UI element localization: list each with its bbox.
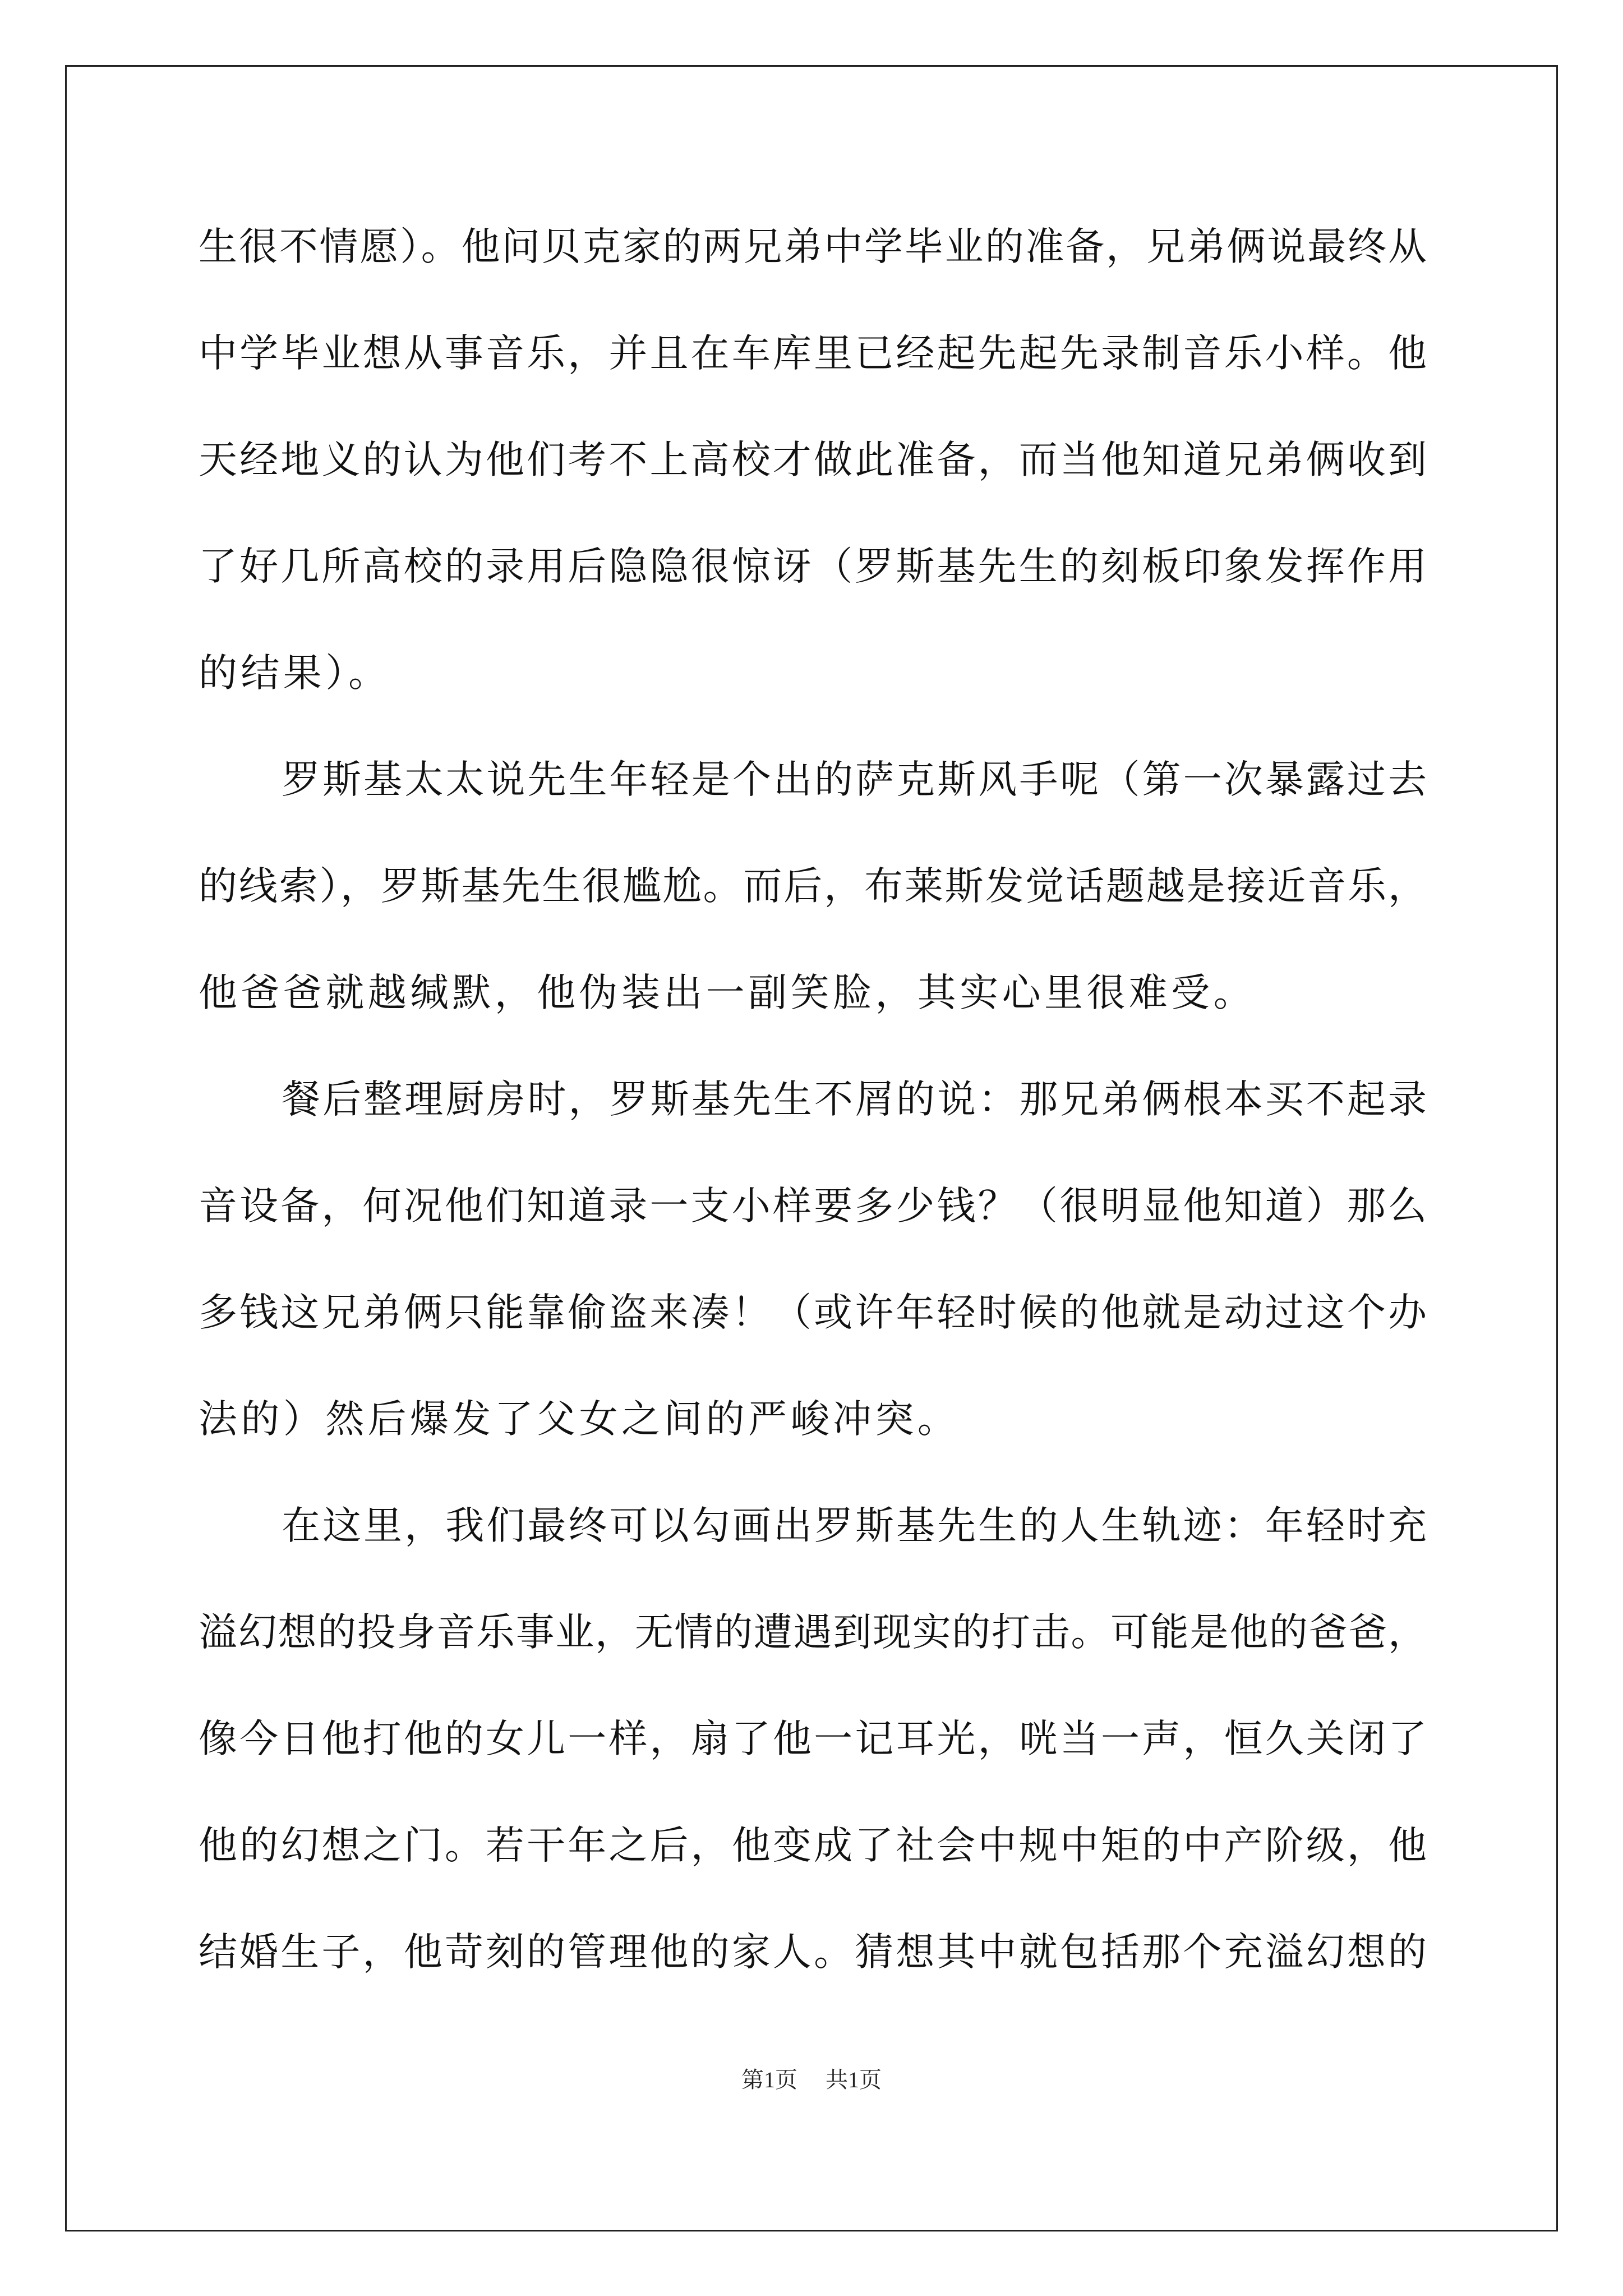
text-line: 多钱这兄弟俩只能靠偷盗来凑！（或许年轻时候的他就是动过这个办 [199,1290,1427,1335]
paragraph-first-line: 餐后整理厨房时，罗斯基先生不屑的说：那兄弟俩根本买不起录 [282,1077,1427,1122]
text-line: 的线索），罗斯基先生很尴尬。而后，布莱斯发觉话题越是接近音乐， [199,864,1427,909]
text-line: 生很不情愿）。他问贝克家的两兄弟中学毕业的准备，兄弟俩说最终从 [199,224,1427,269]
paragraph-first-line: 在这里，我们最终可以勾画出罗斯基先生的人生轨迹：年轻时充 [282,1503,1427,1548]
text-line: 天经地义的认为他们考不上高校才做此准备，而当他知道兄弟俩收到 [199,438,1427,482]
page-footer [0,2065,1623,2095]
text-line: 他爸爸就越缄默，他伪装出一副笑脸，其实心里很难受。 [199,970,1256,1015]
text-line: 中学毕业想从事音乐，并且在车库里已经起先起先录制音乐小样。他 [199,331,1427,376]
text-line: 他的幻想之门。若干年之后，他变成了社会中规中矩的中产阶级，他 [199,1823,1427,1868]
page-border [65,65,1558,2231]
text-line: 音设备，何况他们知道录一支小样要多少钱？（很明显他知道）那么 [199,1184,1427,1228]
text-line: 结婚生子，他苛刻的管理他的家人。猜想其中就包括那个充溢幻想的 [199,1930,1427,1975]
page-number: 第1页 [741,2067,797,2092]
text-line: 的结果）。 [199,651,391,696]
paragraph-first-line: 罗斯基太太说先生年轻是个出的萨克斯风手呢（第一次暴露过去 [282,757,1427,802]
text-line: 了好几所高校的录用后隐隐很惊讶（罗斯基先生的刻板印象发挥作用 [199,544,1427,589]
text-line: 像今日他打他的女儿一样，扇了他一记耳光，咣当一声，恒久关闭了 [199,1717,1427,1761]
text-line: 溢幻想的投身音乐事业，无情的遭遇到现实的打击。可能是他的爸爸， [199,1610,1427,1655]
page-total: 共1页 [826,2067,882,2092]
text-line: 法的）然后爆发了父女之间的严峻冲突。 [199,1397,960,1442]
